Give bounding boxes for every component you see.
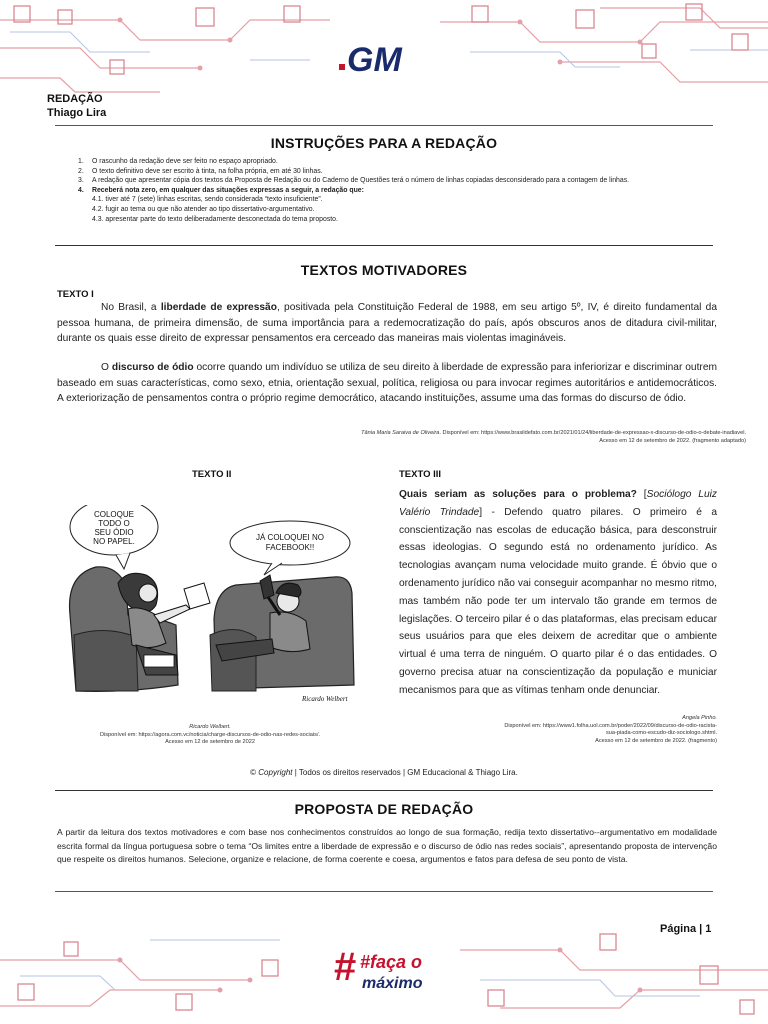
motivadores-title: TEXTOS MOTIVADORES	[300, 262, 468, 278]
page-number: Página | 1	[660, 923, 712, 935]
svg-text:máximo: máximo	[362, 975, 423, 992]
svg-text:#: #	[334, 946, 357, 989]
texto3-body: Quais seriam as soluções para o problema? [Sociólogo Luiz Valério Trindade] - Defendo quatro pilares. O primeiro é a conscientização nas escolas de educação básica, para desconstruir essas ideologias. O segundo está no ordenamento jurídico. As tecnologias avançam numa velocidade muito grande. É óbvio que o ordenamento jurídico não vai conseguir acompanhar no mesmo ritmo, mas também não pode ter um intervalo tão grande em termos de legislações. O terceiro pilar é o das plataformas, elas precisam educar seus usuários para que eles deixem de acreditar que o ambiente virtual é uma terra de ninguém. O quarto pilar é o das entidades. O governo precisa atuar na conscientização da população e municiar mecanismos para que as vítimas tenham onde denunciar.	[399, 489, 717, 696]
svg-text:GM: GM	[347, 41, 402, 78]
instructions-title: INSTRUÇÕES PARA A REDAÇÃO	[270, 135, 498, 151]
texto2-citation: Ricardo Welbert. Disponível em: https://agora.com.vc/noticia/charge-discursos-de-odio-nas-redes-sociais/. Acesso em 12 de setembro de 2022	[99, 724, 321, 746]
texto1-paragraph-1: No Brasil, a liberdade de expressão, positivada pela Constituição Federal de 1988, em seu artigo 5º, IV, é direito fundamental da pessoa humana, de primeira dimensão, de suma importância para a redemocratização do país, após obscuros anos de ditadura civil-militar, durante os quais esse direito de expressar pensamentos era cerceado das maneiras mais violentas imagináveis.	[57, 302, 718, 345]
divider	[55, 891, 713, 892]
texto1-paragraph-2: O discurso de ódio ocorre quando um indivíduo se utiliza de seu direito à liberdade de expressão para inferiorizar e discriminar outrem baseado em suas características, como sexo, etnia, orientação sexual, política, religiosa ou para invocar regimes autoritários e antidemocráticos. A exteriorização de pensamentos contra o próprio regime democrático, atacando instituições, assume uma das formas do discurso de ódio.	[57, 362, 717, 405]
instruction-item: 2. O texto definitivo deve ser escrito à tinta, na folha própria, em até 30 linhas.	[78, 167, 323, 175]
faca-o-maximo-logo	[330, 946, 440, 996]
instruction-subitem: 4.2. fugir ao tema ou que não atender ao tipo dissertativo-argumentativo.	[92, 205, 315, 213]
divider	[55, 125, 713, 126]
subject-header	[47, 92, 106, 120]
instruction-item: 1. O rascunho da redação deve ser feito no espaço apropriado.	[78, 158, 278, 165]
charge-cartoon	[66, 505, 376, 710]
texto3-label: TEXTO III	[399, 469, 442, 480]
texto3-citation: Angela Pinho. Disponível em: https://www1.folha.uol.com.br/poder/2022/09/discurso-de-odio-racista- sua-piada-como-escudo-diz-sociologo.shtml. Acesso em 12 de setembro de 2022. (fragmento)	[504, 715, 717, 744]
gm-logo	[333, 38, 433, 78]
proposta-title: PROPOSTA DE REDAÇÃO	[294, 801, 474, 817]
texto1-label: TEXTO I	[57, 289, 94, 300]
instruction-item: 4. Receberá nota zero, em qualquer das situações expressas a seguir, a redação que:	[78, 186, 364, 194]
divider	[55, 790, 713, 791]
texto2-label: TEXTO II	[192, 469, 232, 480]
instruction-subitem: 4.1. tiver até 7 (sete) linhas escritas, sendo considerada “texto insuficiente”.	[92, 196, 323, 204]
subject-label: REDAÇÃO	[47, 93, 103, 105]
divider	[55, 245, 713, 246]
instruction-subitem: 4.3. apresentar parte do texto deliberadamente desconectada do tema proposto.	[92, 215, 338, 223]
texto1-citation: Tânia Maria Saraiva de Oliveira. Disponível em: https://www.brasildefato.com.br/2021/01/24/liberdade-de-expressao-x-discurso-de-odio-o-debate-inadiavel. Acesso em 12 de setembro de 2022. (fragmento adaptado)	[361, 430, 746, 444]
instruction-item: 3. A redação que apresentar cópia dos textos da Proposta de Redação ou do Caderno de Questões terá o número de linhas copiadas desconsiderado para a contagem de linhas.	[78, 177, 630, 185]
bubble-left-text: COLOQUE TODO O SEU ÓDIO NO PAPEL.	[93, 510, 135, 546]
proposta-text: A partir da leitura dos textos motivadores e com base nos conhecimentos construídos ao longo de sua formação, redija texto dissertativo--argumentativo em modalidade escrita formal da língua portuguesa sobre o tema “Os limites entre a liberdade de expressão e o discurso de ódio nas redes sociais”, apresentando proposta de intervenção que respeite os direitos humanos. Selecione, organize e relacione, de forma coerente e coesa, argumentos e fatos para defesa de seu ponto de vista.	[57, 827, 717, 865]
teacher-name: Thiago Lira	[47, 107, 107, 119]
bubble-right-text: JÁ COLOQUEI NO FACEBOOK!!	[255, 533, 325, 552]
copyright-line: © Copyright | Todos os direitos reservados | GM Educacional & Thiago Lira.	[250, 768, 518, 777]
cartoon-signature: Ricardo Welbert	[302, 695, 348, 703]
svg-text:#faça o: #faça o	[360, 952, 423, 972]
instructions-list	[78, 157, 718, 224]
